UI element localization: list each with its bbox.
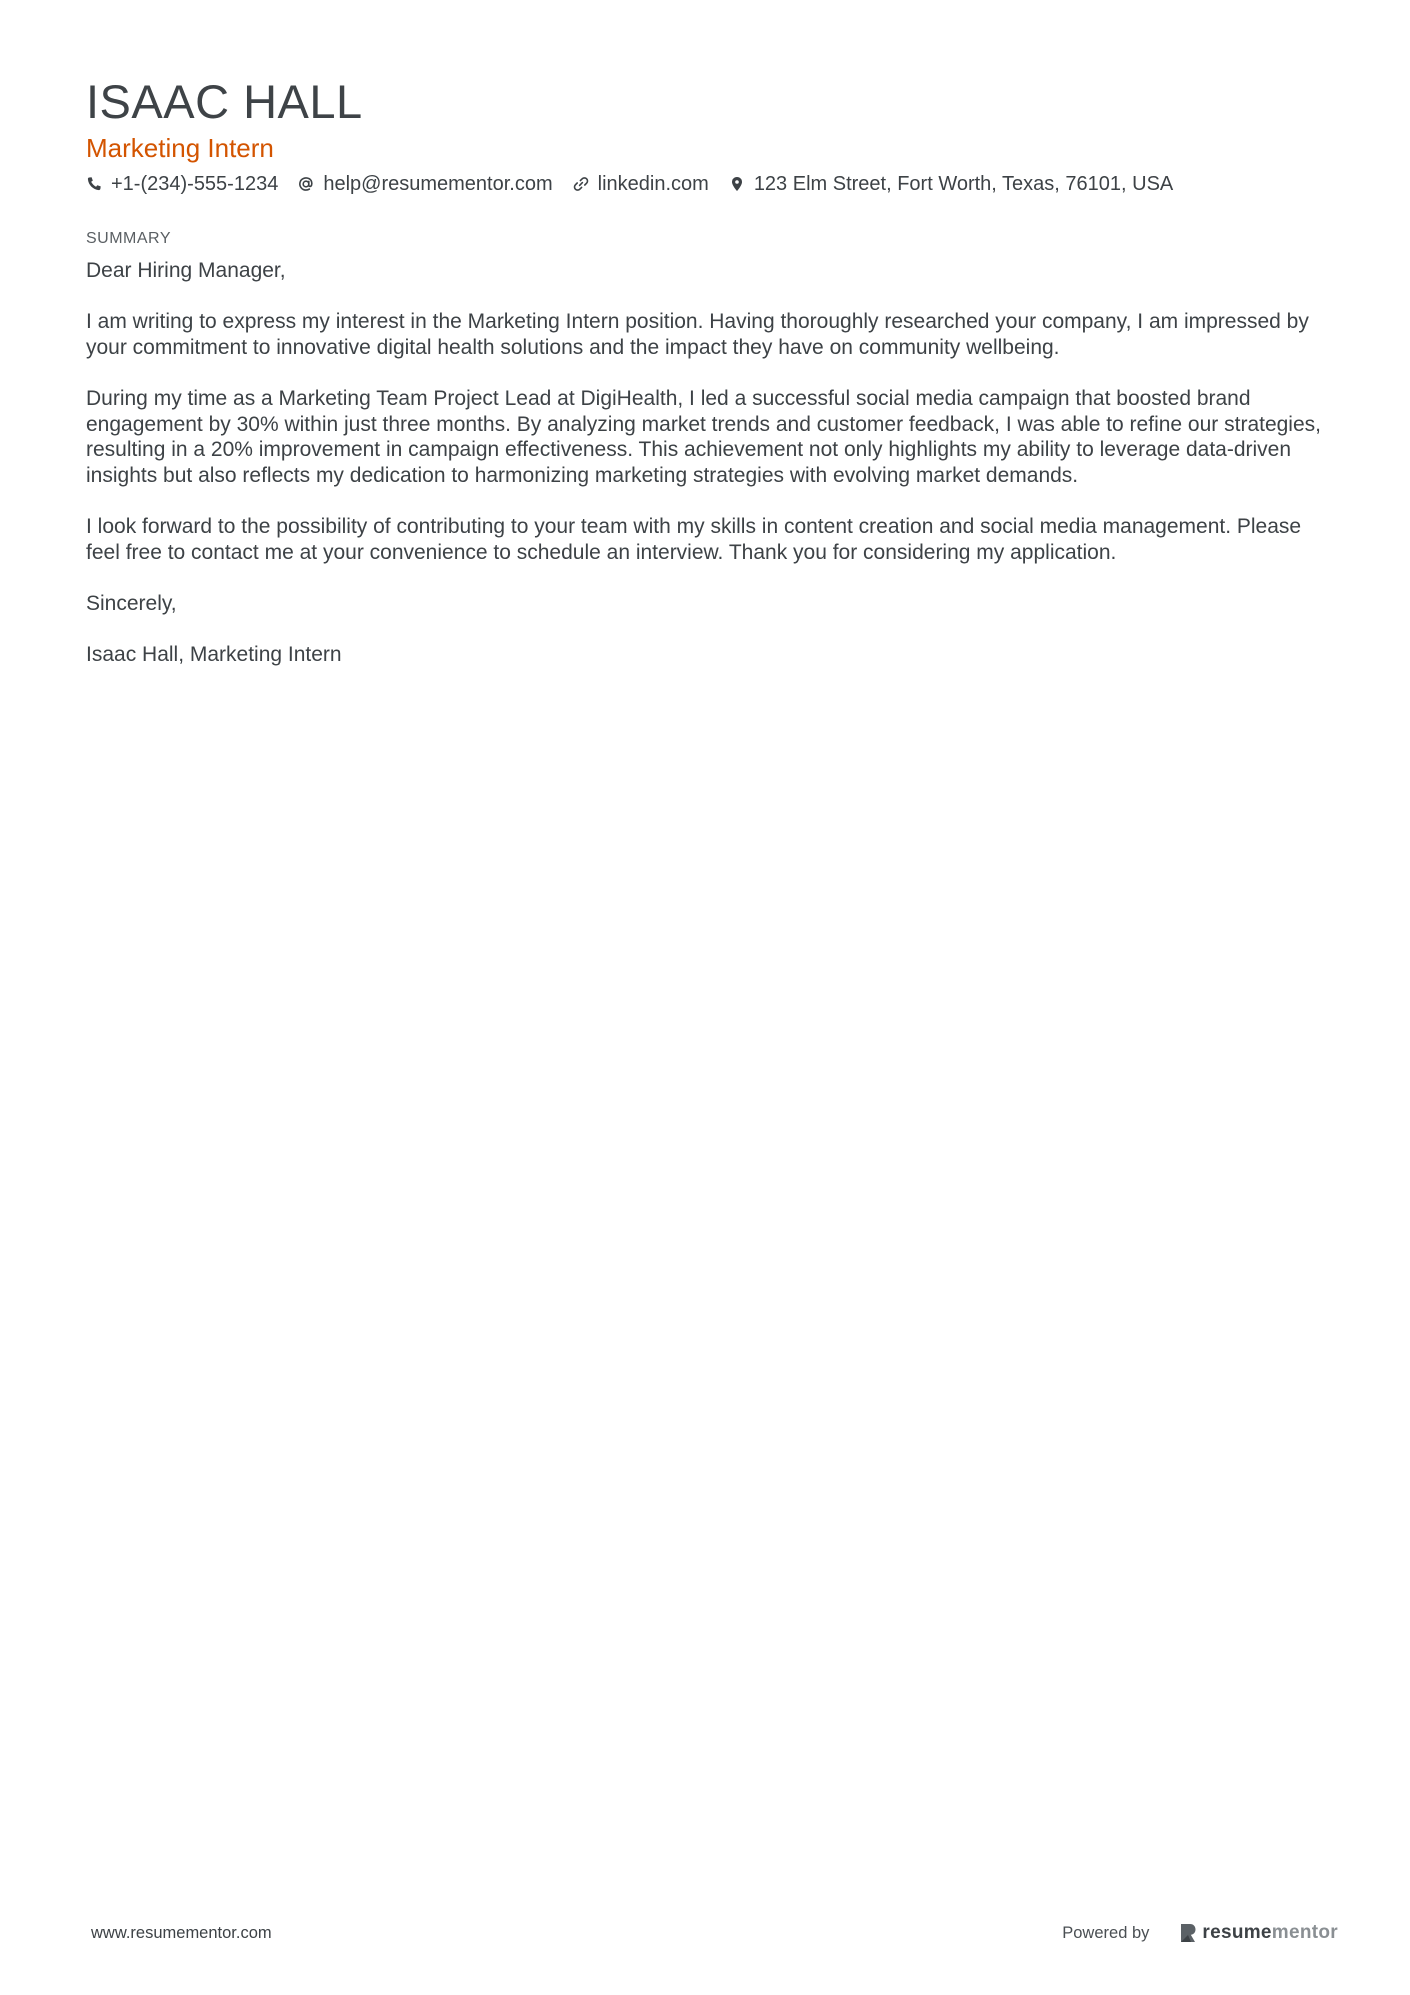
page-footer bbox=[91, 1918, 1338, 1948]
at-icon bbox=[298, 176, 314, 192]
brand-logo[interactable] bbox=[1179, 1922, 1338, 1944]
powered-by-label: Powered by bbox=[1062, 1923, 1150, 1942]
letter-paragraph-intro: I am writing to express my interest in the Marketing Intern position. Having thoroughly researched your company, I am impressed by your commitment to innovative digital health solutions and the impact they have on community wellbeing. bbox=[86, 310, 1309, 359]
contact-address bbox=[729, 170, 1173, 198]
brand-wordmark-part2: mentor bbox=[1271, 1922, 1338, 1943]
brand-wordmark-part1: resume bbox=[1202, 1922, 1272, 1943]
powered-by bbox=[1062, 1922, 1338, 1944]
summary-heading: SUMMARY bbox=[86, 230, 171, 247]
resume-page bbox=[86, 74, 1336, 693]
letter-signoff: Sincerely, bbox=[86, 591, 177, 615]
contact-linkedin-text: linkedin.com bbox=[597, 173, 709, 195]
contact-email[interactable] bbox=[298, 170, 552, 198]
link-icon bbox=[573, 176, 589, 192]
location-pin-icon bbox=[729, 176, 745, 192]
phone-icon bbox=[86, 176, 102, 192]
footer-website-link[interactable]: www.resumementor.com bbox=[91, 1923, 272, 1942]
contact-address-text: 123 Elm Street, Fort Worth, Texas, 76101, USA bbox=[753, 173, 1174, 195]
cover-letter-body bbox=[86, 258, 1336, 668]
contact-bar bbox=[86, 170, 1336, 198]
contact-linkedin[interactable] bbox=[573, 170, 709, 198]
letter-greeting: Dear Hiring Manager, bbox=[86, 259, 286, 282]
contact-phone[interactable] bbox=[86, 170, 278, 198]
brand-logo-icon bbox=[1179, 1922, 1197, 1944]
contact-email-text: help@resumementor.com bbox=[323, 173, 553, 195]
letter-paragraph-closing: I look forward to the possibility of contributing to your team with my skills in content creation and social media management. Please feel free to contact me at your convenience to schedule an interview. Thank you for considering my application. bbox=[86, 514, 1302, 564]
letter-paragraph-experience: During my time as a Marketing Team Project Lead at DigiHealth, I led a successful social media campaign that boosted brand engagement by 30% within just three months. By analyzing market trends and customer feedback, I was able to refine our strategies, resulting in a 20% improvement in campaign effectiveness. This achievement not only highlights my ability to leverage data-driven insights but also reflects my dedication to harmonizing marketing strategies with evolving market demands. bbox=[86, 386, 1321, 487]
candidate-role: Marketing Intern bbox=[86, 133, 274, 163]
contact-phone-text: +1-(234)-555-1234 bbox=[111, 173, 279, 195]
candidate-name: ISAAC HALL bbox=[86, 75, 363, 128]
brand-wordmark bbox=[1202, 1922, 1338, 1944]
letter-signature: Isaac Hall, Marketing Intern bbox=[86, 642, 342, 666]
